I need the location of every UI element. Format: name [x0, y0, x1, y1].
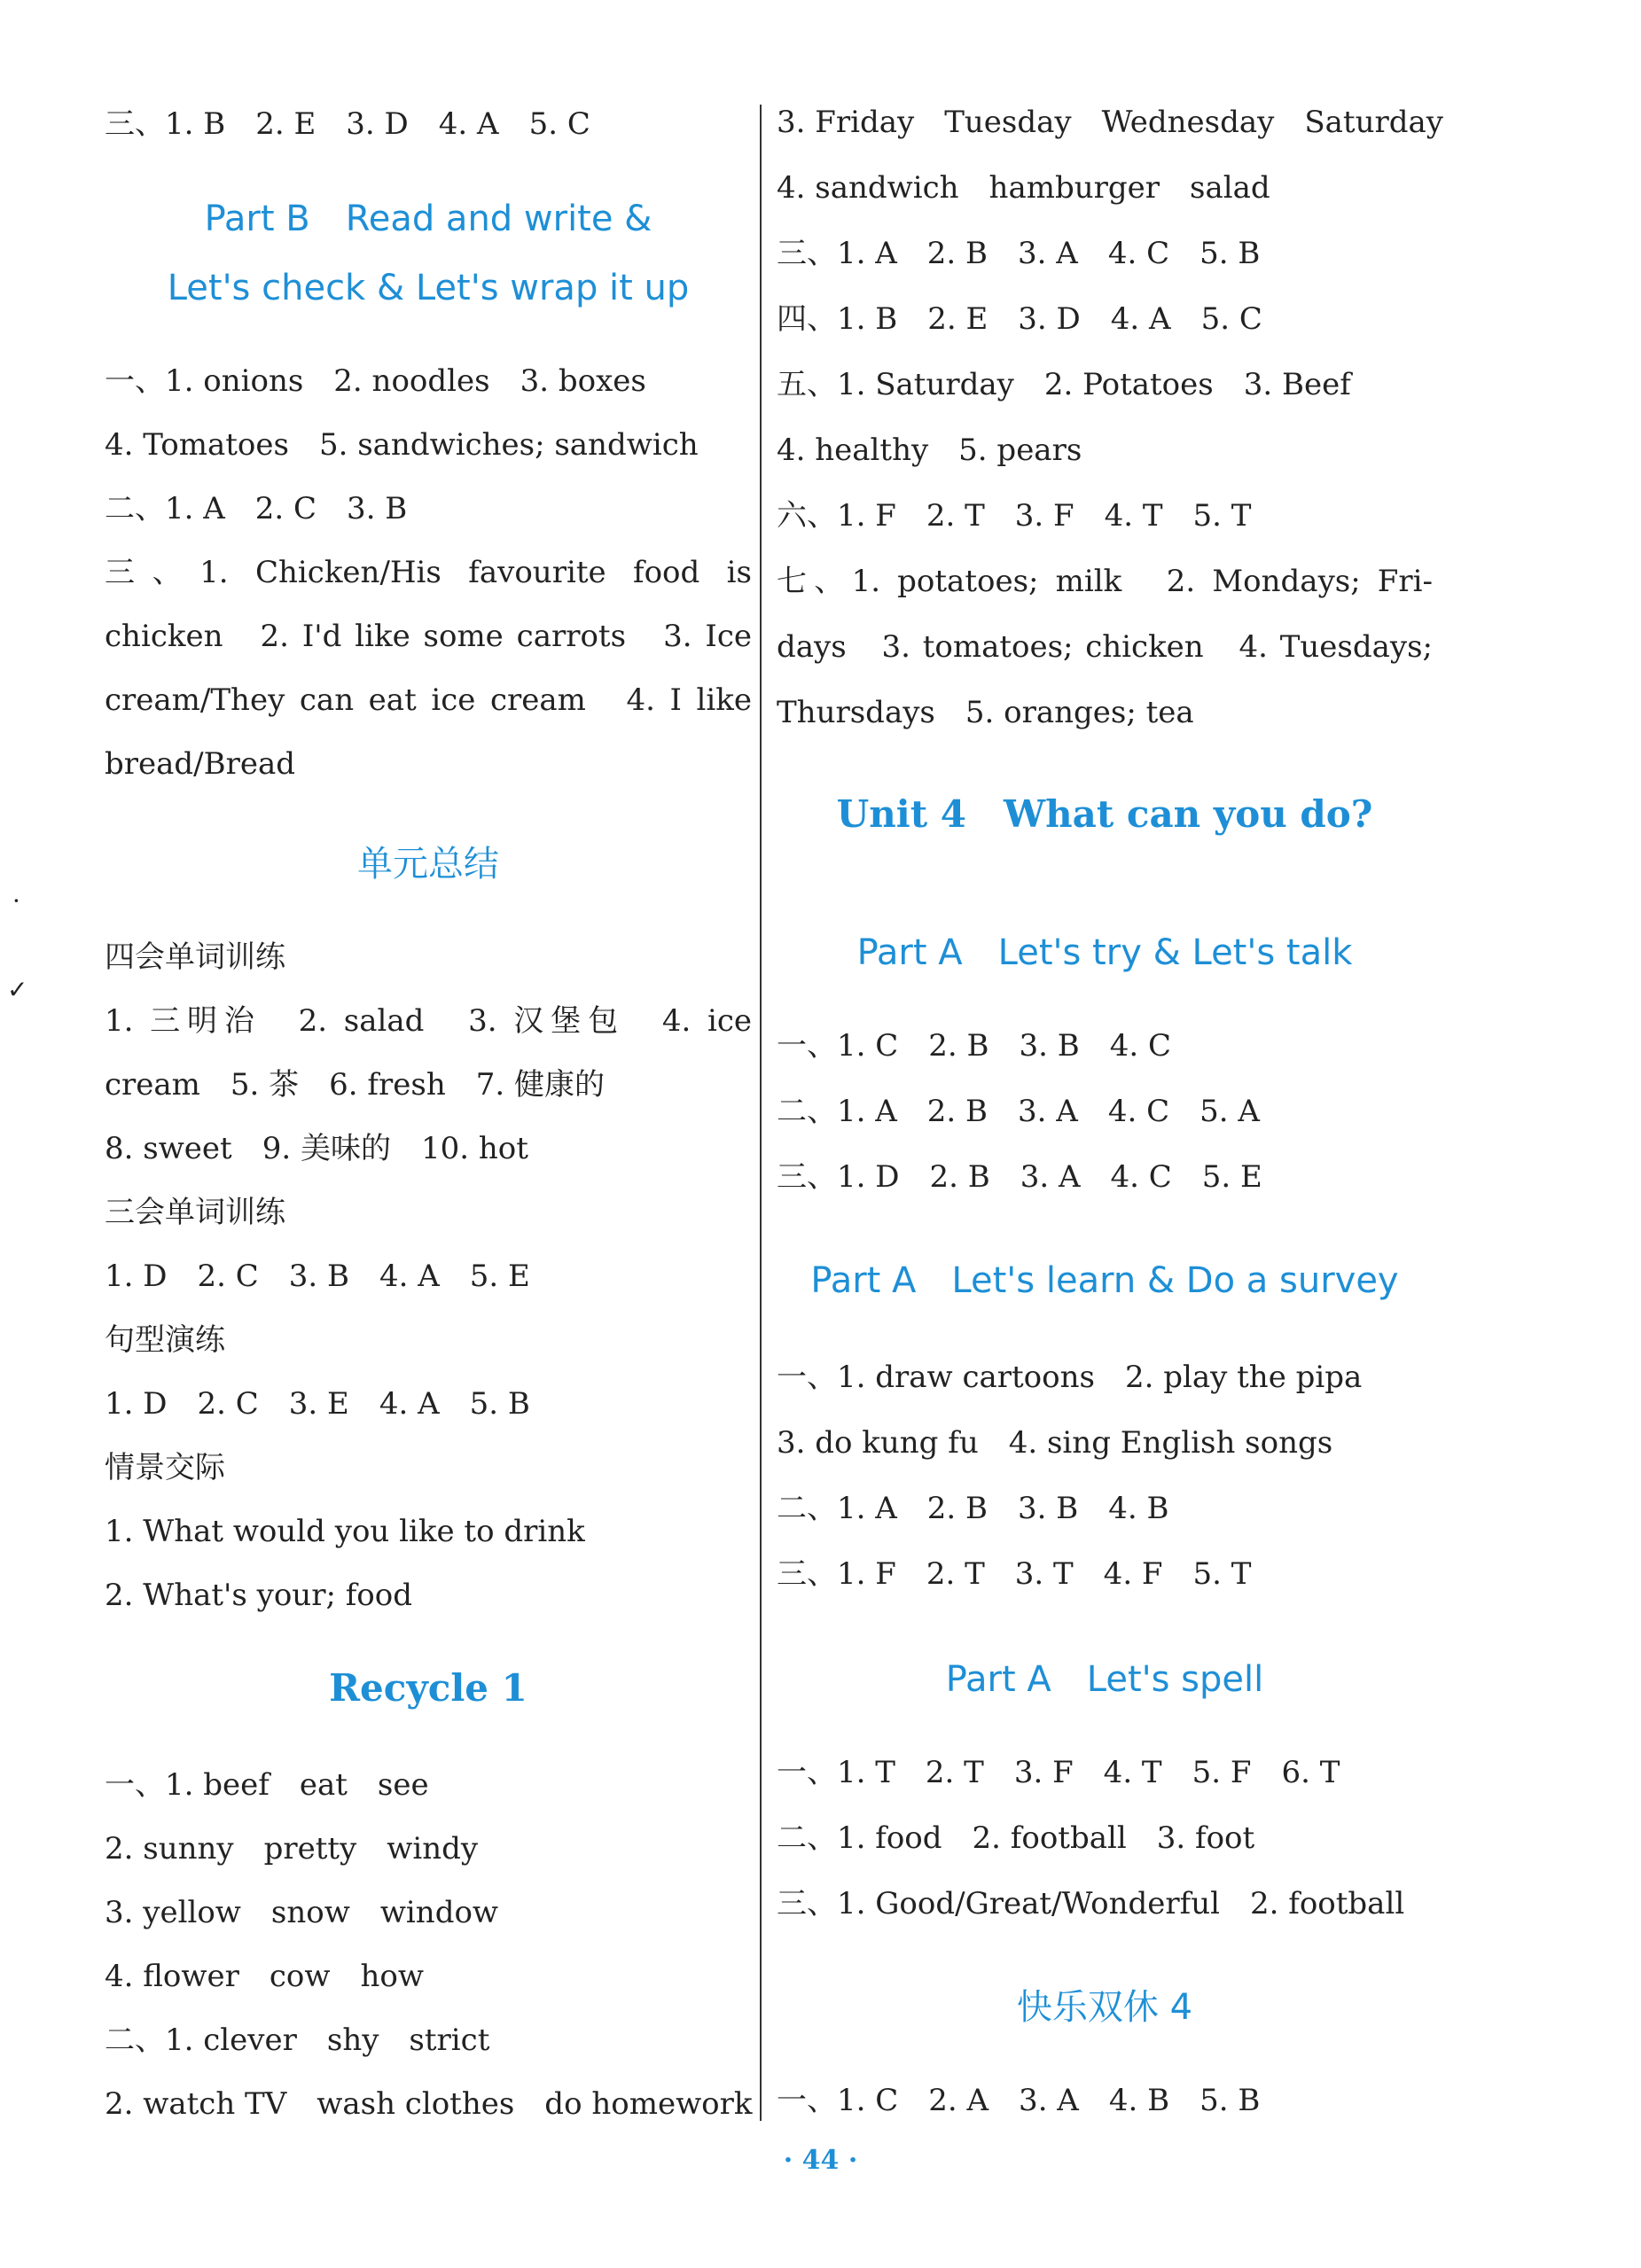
answer-line: 2. watch TV wash clothes do homework	[105, 2086, 753, 2122]
answer-line: 4. Tomatoes 5. sandwiches; sandwich	[105, 427, 699, 463]
unit-heading: Unit 4 What can you do?	[836, 792, 1373, 836]
section-heading-part-b-sub: Let's check & Let's wrap it up	[167, 268, 690, 308]
answer-line: 8. sweet 9. 美味的 10. hot	[105, 1131, 528, 1166]
answer-line: 二、1. A 2. B 3. B 4. B	[777, 1491, 1169, 1526]
answer-line: 4. sandwich hamburger salad	[777, 170, 1270, 206]
answer-line: 2. sunny pretty windy	[105, 1831, 479, 1867]
check-mark: ✓	[7, 975, 28, 1004]
column-divider	[760, 105, 762, 2121]
answer-line: 三、1. F 2. T 3. T 4. F 5. T	[777, 1556, 1252, 1592]
answer-line: 五、1. Saturday 2. Potatoes 3. Beef	[777, 367, 1351, 402]
answer-line: 3. do kung fu 4. sing English songs	[777, 1425, 1333, 1461]
answer-line: 四、1. B 2. E 3. D 4. A 5. C	[777, 301, 1262, 337]
answer-line: 二、1. clever shy strict	[105, 2022, 490, 2058]
answer-line: 2. What's your; food	[105, 1578, 413, 1613]
answer-line: 二、1. food 2. football 3. foot	[777, 1820, 1255, 1856]
answer-line: bread/Bread	[105, 746, 296, 782]
answer-line: 一、1. T 2. T 3. F 4. T 5. F 6. T	[777, 1755, 1340, 1790]
section-heading-recycle: Recycle 1	[329, 1666, 527, 1710]
answer-line: 4. flower cow how	[105, 1959, 424, 1994]
answer-line: 4. healthy 5. pears	[777, 433, 1082, 468]
answer-line: 一、1. onions 2. noodles 3. boxes	[105, 363, 646, 399]
answer-line: 3. yellow snow window	[105, 1895, 499, 1930]
answer-line: 七、1. potatoes; milk 2. Mondays; Fri-	[777, 564, 1433, 599]
section-heading-part-a-spell: Part A Let's spell	[945, 1659, 1264, 1700]
answer-line: Thursdays 5. oranges; tea	[777, 695, 1194, 730]
answer-line: 六、1. F 2. T 3. F 4. T 5. T	[777, 498, 1252, 534]
subsection-title: 三会单词训练	[105, 1195, 285, 1230]
section-heading-part-a-learn: Part A Let's learn & Do a survey	[810, 1260, 1399, 1301]
answer-line: 一、1. C 2. B 3. B 4. C	[777, 1028, 1171, 1064]
answer-line: cream 5. 茶 6. fresh 7. 健康的	[105, 1067, 605, 1103]
answer-line: 1. 三明治 2. salad 3. 汉堡包 4. ice	[105, 1003, 752, 1039]
answer-line: 1. D 2. C 3. E 4. A 5. B	[105, 1386, 530, 1422]
answer-line: 三、1. Chicken/His favourite food is	[105, 555, 752, 590]
answer-line: 三、1. A 2. B 3. A 4. C 5. B	[777, 236, 1261, 271]
page-number: · 44 ·	[783, 2145, 858, 2176]
answer-line: 三、1. B 2. E 3. D 4. A 5. C	[105, 106, 590, 142]
answer-line: 3. Friday Tuesday Wednesday Saturday	[777, 105, 1443, 140]
dot-mark: ·	[12, 886, 20, 916]
answer-line: 二、1. A 2. C 3. B	[105, 491, 408, 526]
section-heading-weekend: 快乐双休 4	[1016, 1987, 1193, 2028]
answer-line: 一、1. C 2. A 3. A 4. B 5. B	[777, 2083, 1261, 2118]
subsection-title: 情景交际	[105, 1450, 225, 1485]
answer-line: cream/They can eat ice cream 4. I like	[105, 682, 752, 718]
answer-line: 1. What would you like to drink	[105, 1514, 585, 1549]
section-heading-part-a-talk: Part A Let's try & Let's talk	[856, 932, 1353, 973]
answer-line: 二、1. A 2. B 3. A 4. C 5. A	[777, 1094, 1260, 1129]
answer-line: chicken 2. I'd like some carrots 3. Ice	[105, 619, 752, 654]
section-heading-part-b: Part B Read and write &	[204, 199, 652, 239]
section-heading-summary: 单元总结	[357, 844, 499, 885]
answer-line: 一、1. draw cartoons 2. play the pipa	[777, 1360, 1363, 1395]
subsection-title: 四会单词训练	[105, 939, 285, 975]
answer-line: days 3. tomatoes; chicken 4. Tuesdays;	[777, 629, 1433, 665]
answer-line: 1. D 2. C 3. B 4. A 5. E	[105, 1259, 530, 1294]
subsection-title: 句型演练	[105, 1322, 225, 1358]
answer-line: 三、1. Good/Great/Wonderful 2. football	[777, 1886, 1405, 1921]
answer-line: 一、1. beef eat see	[105, 1767, 429, 1803]
answer-line: 三、1. D 2. B 3. A 4. C 5. E	[777, 1159, 1262, 1195]
